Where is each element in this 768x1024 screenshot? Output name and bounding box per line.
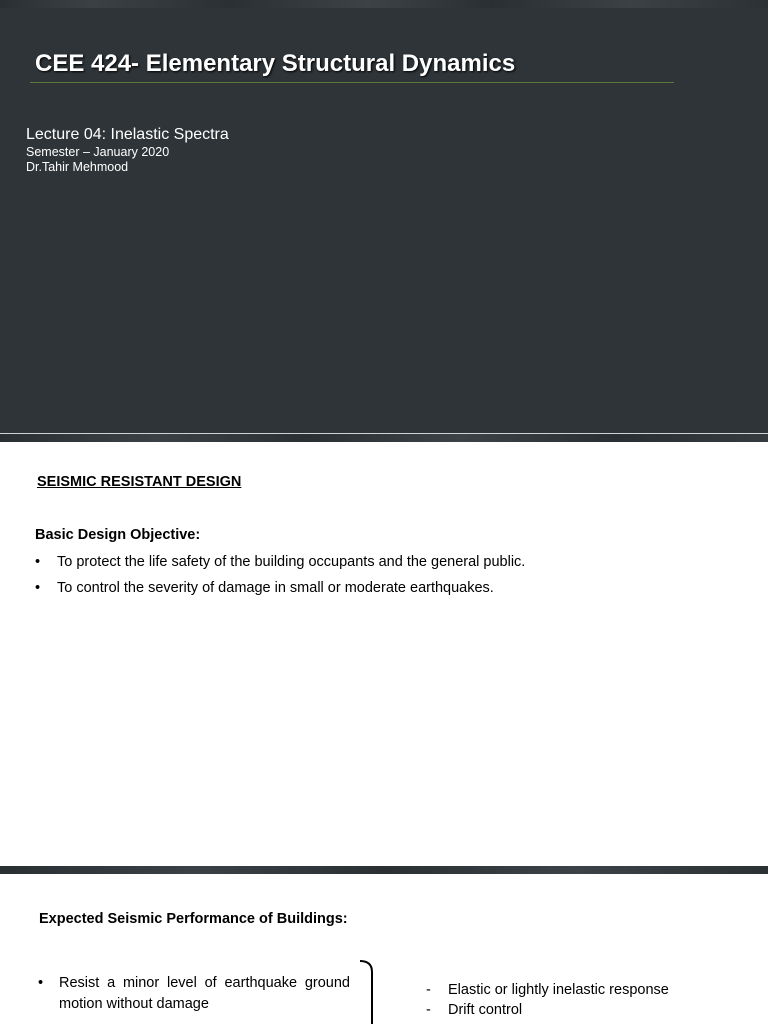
response-item: [426, 982, 669, 998]
title-underline-rule: [30, 82, 674, 83]
dash-icon: -: [426, 1002, 431, 1018]
list-item-text: To protect the life safety of the building occupants and the general public.: [57, 554, 526, 570]
performance-heading: Expected Seismic Performance of Buildings:: [39, 911, 348, 927]
objective-subheading: Basic Design Objective:: [35, 527, 201, 543]
bullet-icon: •: [35, 580, 41, 596]
response-text: Elastic or lightly inelastic response: [448, 982, 669, 998]
bullet-icon: •: [38, 975, 44, 991]
slide-top-band: [0, 0, 768, 8]
design-objective-slide: [0, 442, 768, 866]
lecture-name: Lecture 04: Inelastic Spectra: [26, 126, 229, 143]
section-heading: SEISMIC RESISTANT DESIGN: [37, 474, 242, 490]
response-item: [426, 1002, 522, 1018]
semester-text: Semester – January 2020: [26, 145, 170, 159]
list-item: [35, 554, 525, 570]
instructor-name: Dr.Tahir Mehmood: [26, 160, 129, 174]
slide-title: CEE 424- Elementary Structural Dynamics: [35, 50, 516, 77]
list-item: [35, 580, 494, 596]
list-item-text: Resist a minor level of earthquake ground motion without damage: [59, 975, 350, 1012]
slide-divider: [0, 433, 768, 442]
response-text: Drift control: [448, 1002, 523, 1018]
slide-divider: [0, 866, 768, 874]
performance-slide: [0, 874, 768, 1024]
list-item: [38, 973, 350, 1015]
list-item-text: To control the severity of damage in small or moderate earthquakes.: [57, 580, 494, 596]
bullet-icon: •: [35, 554, 41, 570]
title-slide: [0, 0, 768, 433]
right-brace-icon: [358, 960, 376, 1024]
dash-icon: -: [426, 982, 431, 998]
